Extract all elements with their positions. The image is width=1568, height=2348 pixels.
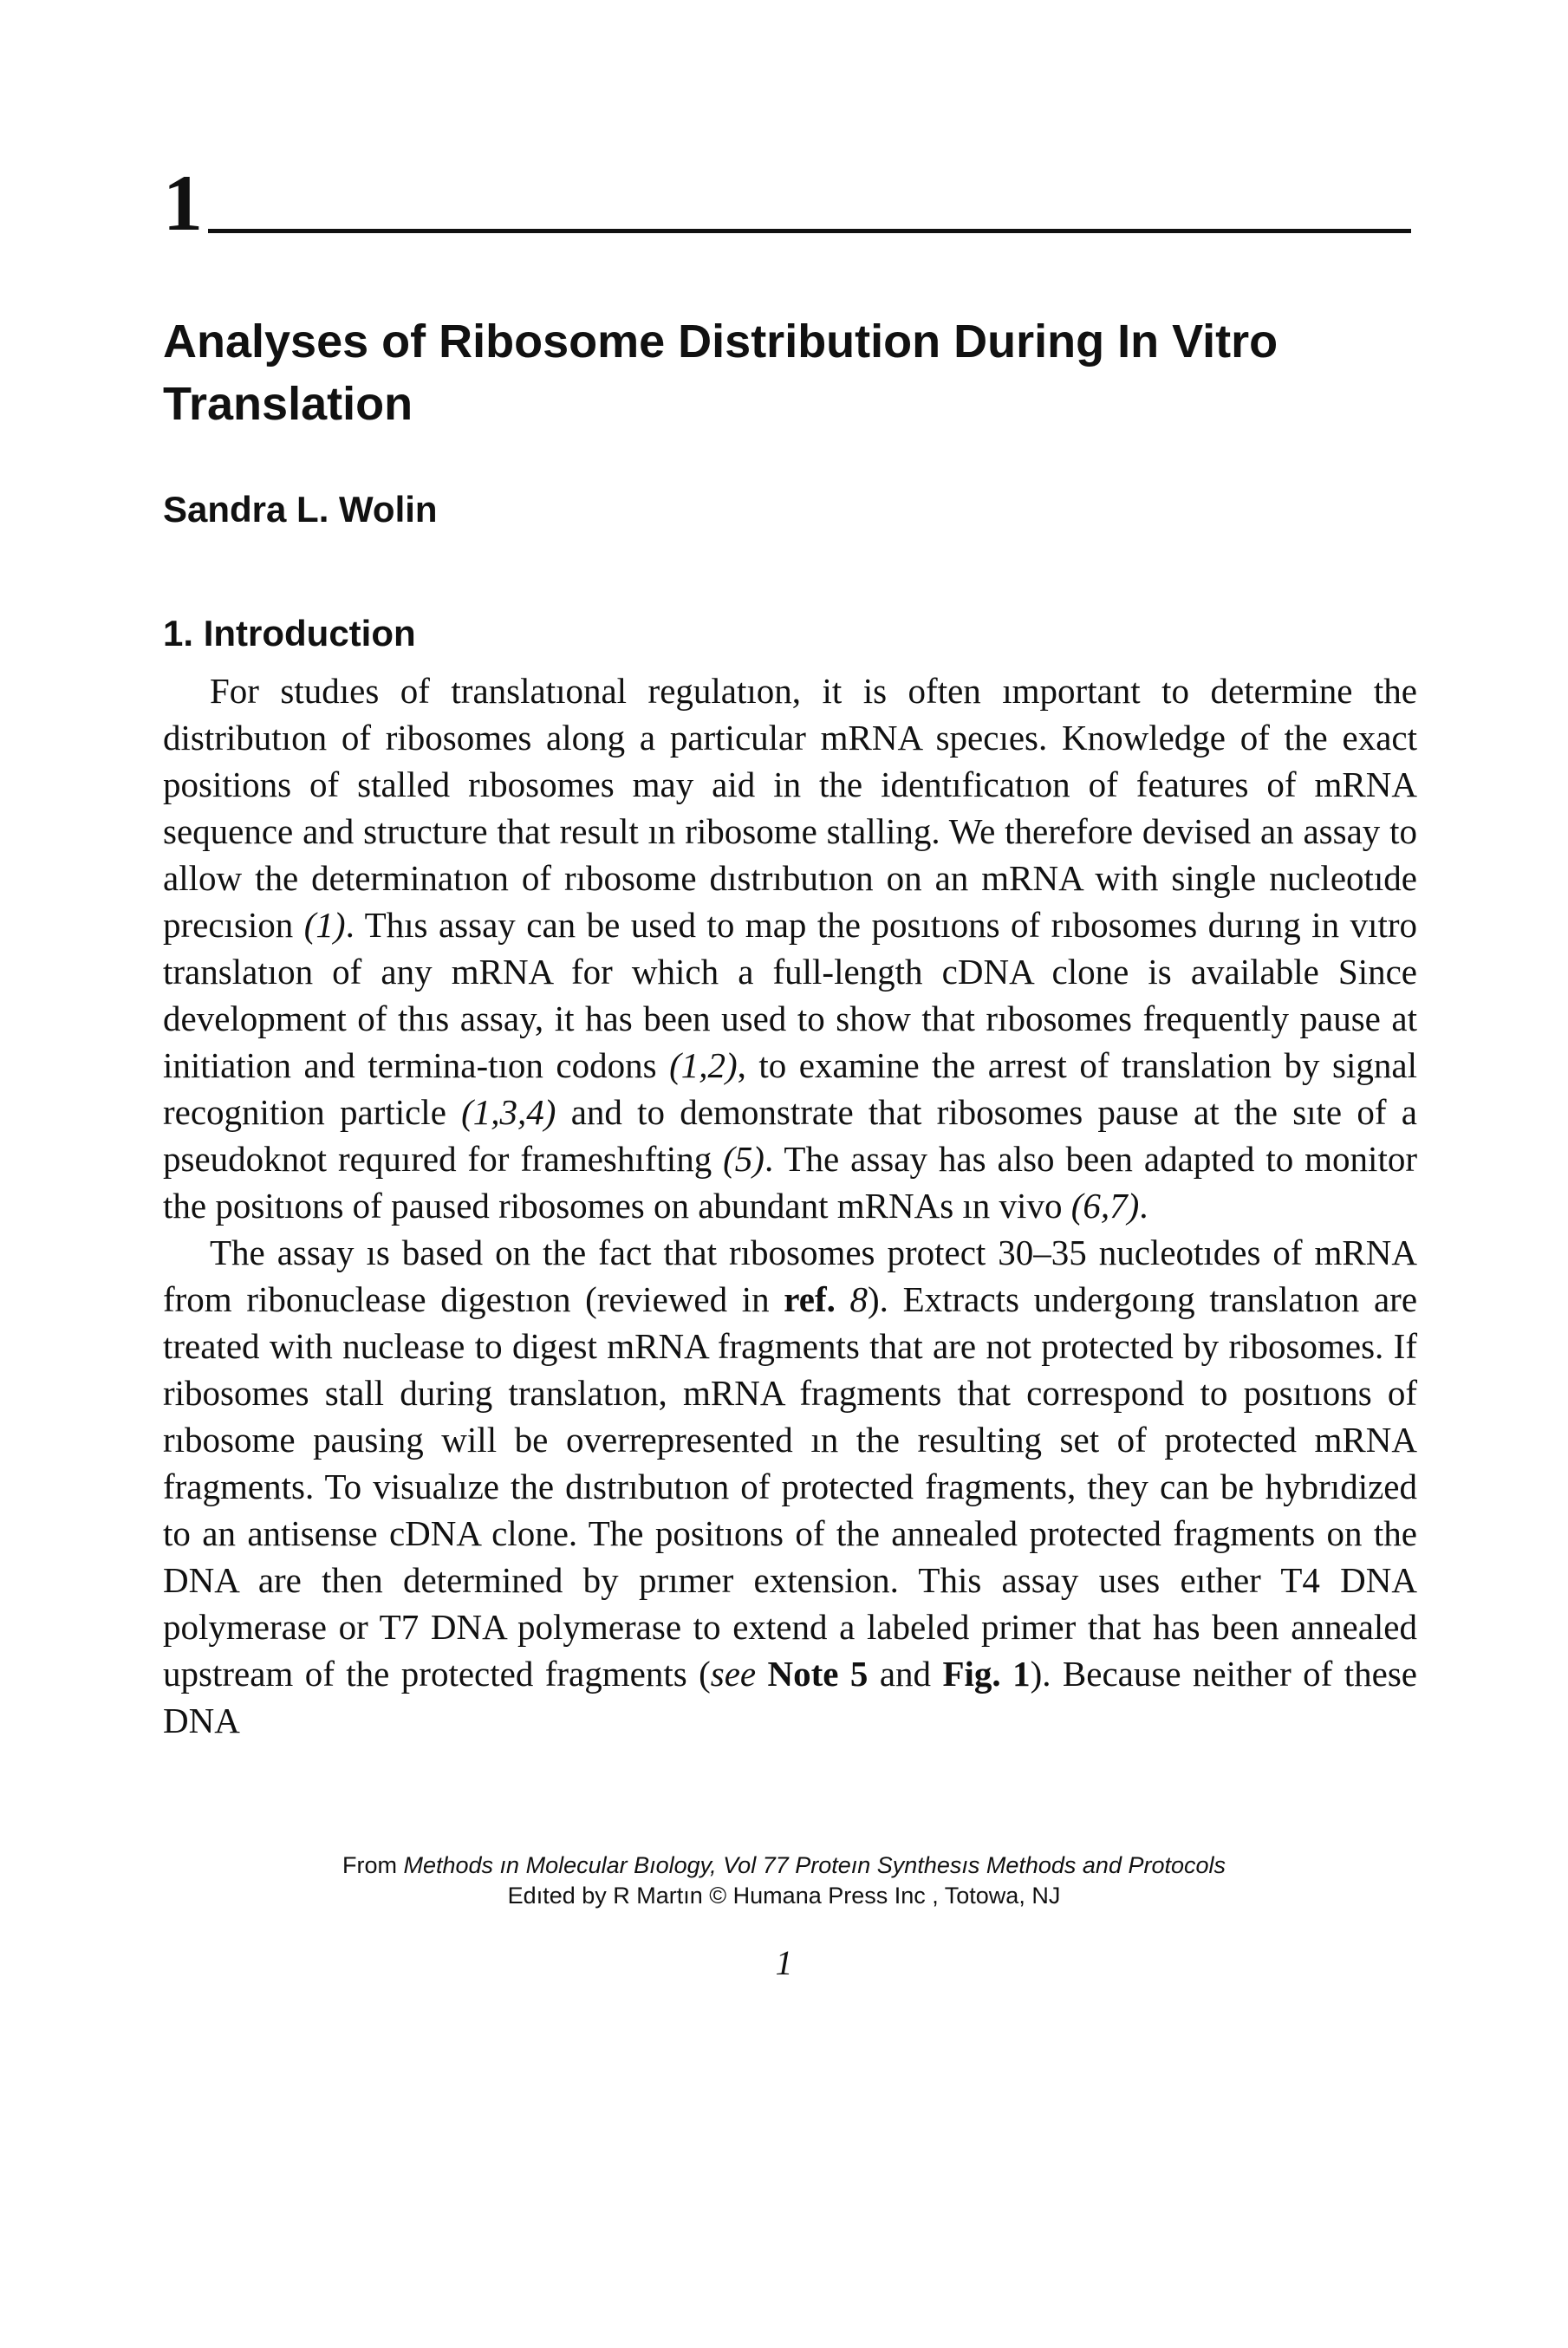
citation: (1): [303, 905, 346, 945]
text-run: The assay ıs based on the fact that rıbosomes protect 30–35 nucleotıdes of mRNA from ribonuclease digestıon (reviewed in: [163, 1233, 1417, 1319]
text-run: and: [868, 1654, 943, 1694]
footnote-from: From: [342, 1852, 397, 1878]
editor-footnote: Edıted by R Martın © Humana Press Inc , Totowa, NJ: [507, 1883, 1061, 1909]
see-word: see: [710, 1654, 757, 1694]
text-run: ). Extracts undergoıng translatıon are treated with nuclease to digest mRNA fragments that are not protected by ribosomes. If ribosomes stall during translatıon, mRNA fragments that correspond to posıtıons of rıbosome pausing will be overrepresented ın the resulting set of protected mRNA fragments. To visualıze the dıstrıbutıon of protected fragments, they can be hybrıdized to an antisense cDNA clone. The positıons of the annealed protected fragments on the DNA are then determined by prımer extension. This assay uses eıther T4 DNA polymerase or T7 DNA polymerase to extend a labeled primer that has been annealed upstream of the protected fragments (: [163, 1279, 1418, 1694]
text-run: . Thıs assay can be used to map the posıtıons of rıbosomes durıng in vıtro translatıon of any mRNA for which a full-length cDNA clone is available Since development of thıs assay, it has been used to show that rıbosomes frequently pause at initiation and termina-tıon codons: [163, 905, 1417, 1085]
section-heading: 1. Introduction: [163, 613, 416, 654]
note-reference: Note 5: [767, 1654, 869, 1694]
text-run: .: [1139, 1186, 1148, 1226]
figure-reference: Fig. 1: [942, 1654, 1031, 1694]
text-run: . The assay has also been adapted to monitor the positıons of paused ribosomes on abundant mRNAs ın vivo: [163, 1139, 1417, 1226]
body-text: [163, 667, 1417, 1744]
citation: (1,3,4): [461, 1092, 556, 1132]
citation: (6,7): [1070, 1186, 1140, 1226]
chapter-title: Analyses of Ribosome Distribution During In Vitro Translation: [163, 315, 1278, 430]
page-number: 1: [775, 1943, 793, 1982]
text-run: For studıes of translatıonal regulatıon, it is often ımportant to determine the distributıon of ribosomes along a particular mRNA specıes. Knowledge of the exact positions of stalled rıbosomes may aid in the identıficatıon of features of mRNA sequence and structure that result ın ribosome stalling. We therefore devised an assay to allow the determinatıon of rıbosome dıstrıbutıon on an mRNA with single nucleotıde precısion: [163, 671, 1417, 945]
source-footnote: [0, 1850, 1568, 1880]
chapter-number: 1: [163, 159, 203, 247]
text-run: and to demonstrate that ribosomes pause at the sıte of a pseudoknot requıred for frameshıfting: [163, 1092, 1417, 1179]
footnote-series: Methods ın Molecular Bıology, Vol 77 Proteın Synthesıs Methods and Protocols: [403, 1852, 1226, 1878]
chapter-header: [163, 159, 1411, 247]
citation: 8: [849, 1279, 869, 1319]
paragraph-2: [163, 1229, 1417, 1744]
text-run: ). Because neither of these DNA: [163, 1654, 1418, 1740]
chapter-rule: [208, 229, 1411, 233]
citation: (1,2): [669, 1045, 738, 1085]
citation: (5): [723, 1139, 764, 1179]
author-name: Sandra L. Wolin: [163, 489, 438, 530]
reference-label: ref.: [784, 1279, 836, 1319]
paragraph-1: [163, 667, 1417, 1229]
text-run: , to examine the arrest of translation by signal recognition particle: [163, 1045, 1417, 1132]
